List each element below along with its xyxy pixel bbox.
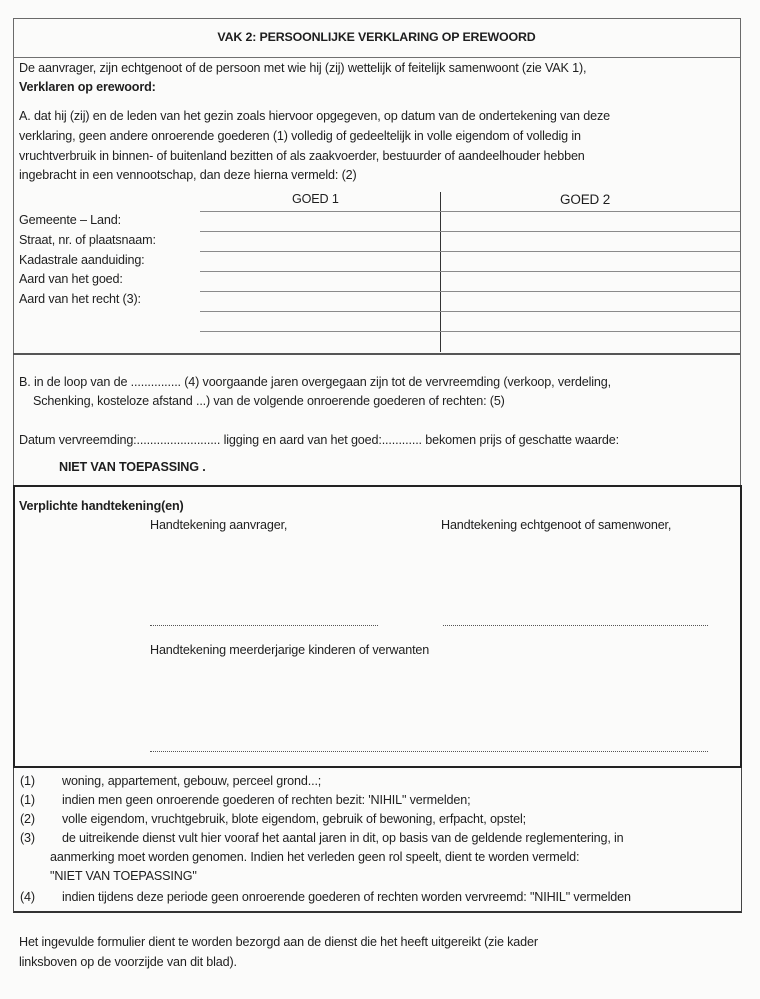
goed1-straat-field[interactable] — [200, 232, 439, 251]
row-label-aard-goed: Aard van het goed: — [19, 272, 123, 286]
footnote-text: indien tijdens deze periode geen onroerende goederen of rechten worden vervreemd: "NIHIL" vermelden — [62, 890, 631, 904]
signature-label-partner: Handtekening echtgenoot of samenwoner, — [441, 518, 672, 532]
section-b-fields: Datum vervreemding:......................... ligging en aard van het goed:............ bekomen prijs of geschatte waarde: — [19, 433, 619, 447]
signature-field-children[interactable] — [150, 665, 710, 749]
section-a-line: verklaring, geen andere onroerende goederen (1) volledig of gedeeltelijk in volle eigendom of volledig in — [19, 129, 581, 143]
footnote-number: (4) — [20, 890, 35, 904]
goed2-straat-field[interactable] — [441, 232, 739, 251]
goed2-aard-goed-field[interactable] — [441, 272, 739, 291]
footnote-text: indien men geen onroerende goederen of rechten bezit: 'NIHIL" vermelden; — [62, 793, 471, 807]
section-a-line: vruchtverbruik in binnen- of buitenland bezitten of als zaakvoerder, bestuurder of aandeelhouder hebben — [19, 149, 585, 163]
goed2-kadastrale-field[interactable] — [441, 252, 739, 271]
column-header-goed1: GOED 1 — [292, 192, 339, 206]
row-label-kadastrale: Kadastrale aanduiding: — [19, 253, 145, 267]
signature-line-applicant — [150, 625, 378, 626]
section-b-line: B. in de loop van de ............... (4) voorgaande jaren overgegaan zijn tot de vervreemding (verkoop, verdeling, — [19, 375, 611, 389]
footnote-text: woning, appartement, gebouw, perceel grond...; — [62, 774, 322, 788]
row-label-gemeente: Gemeente – Land: — [19, 213, 121, 227]
goed2-aard-recht-field[interactable] — [441, 292, 739, 311]
goed1-kadastrale-field[interactable] — [200, 252, 439, 271]
row-label-straat: Straat, nr. of plaatsnaam: — [19, 233, 156, 247]
signature-field-applicant[interactable] — [150, 540, 380, 624]
section-title: VAK 2: PERSOONLIJKE VERKLARING OP EREWOORD — [217, 30, 536, 44]
goed1-aard-recht-field[interactable] — [200, 292, 439, 311]
intro-text: De aanvrager, zijn echtgenoot of de persoon met wie hij (zij) wettelijk of feitelijk samenwoont (zie VAK 1), — [19, 61, 587, 75]
signature-line-partner — [443, 625, 708, 626]
goed1-aard-goed-field[interactable] — [200, 272, 439, 291]
section-divider — [13, 353, 740, 355]
footnote-number: (3) — [20, 831, 35, 845]
section-a-line: ingebracht in een vennootschap, dan deze hierna vermeld: (2) — [19, 168, 357, 182]
section-b-line: Schenking, kosteloze afstand ...) van de volgende onroerende goederen of rechten: (5) — [33, 394, 505, 408]
intro-heading: Verklaren op erewoord: — [19, 80, 156, 94]
footnote-number: (2) — [20, 812, 35, 826]
signature-label-applicant: Handtekening aanvrager, — [150, 518, 288, 532]
footnote-text: volle eigendom, vruchtgebruik, blote eigendom, gebruik of bewoning, erfpacht, opstel; — [62, 812, 527, 826]
footnote-text: aanmerking moet worden genomen. Indien het verleden geen rol speelt, dient te worden vermeld: — [50, 850, 580, 864]
table-rule — [200, 331, 740, 332]
header-divider — [13, 57, 740, 58]
column-header-goed2: GOED 2 — [560, 192, 611, 207]
table-rule — [200, 311, 740, 312]
footnote-number: (1) — [20, 774, 35, 788]
signature-title: Verplichte handtekening(en) — [19, 499, 184, 513]
goed1-gemeente-field[interactable] — [200, 212, 439, 231]
closing-text: Het ingevulde formulier dient te worden bezorgd aan de dienst die het heeft uitgereikt (zie kader — [19, 935, 538, 949]
goed2-gemeente-field[interactable] — [441, 212, 739, 231]
footnote-number: (1) — [20, 793, 35, 807]
footnote-text: "NIET VAN TOEPASSING" — [50, 869, 197, 883]
signature-field-partner[interactable] — [443, 540, 709, 624]
signature-line-children — [150, 751, 708, 752]
section-b-answer: NIET VAN TOEPASSING . — [59, 460, 206, 474]
footnote-text: de uitreikende dienst vult hier vooraf het aantal jaren in dit, op basis van de geldende reglementering, in — [62, 831, 624, 845]
section-a-line: A. dat hij (zij) en de leden van het gezin zoals hiervoor opgegeven, op datum van de ondertekening van deze — [19, 109, 610, 123]
signature-label-children: Handtekening meerderjarige kinderen of verwanten — [150, 643, 430, 657]
row-label-aard-recht: Aard van het recht (3): — [19, 292, 141, 306]
closing-text: linksboven op de voorzijde van dit blad). — [19, 955, 237, 969]
